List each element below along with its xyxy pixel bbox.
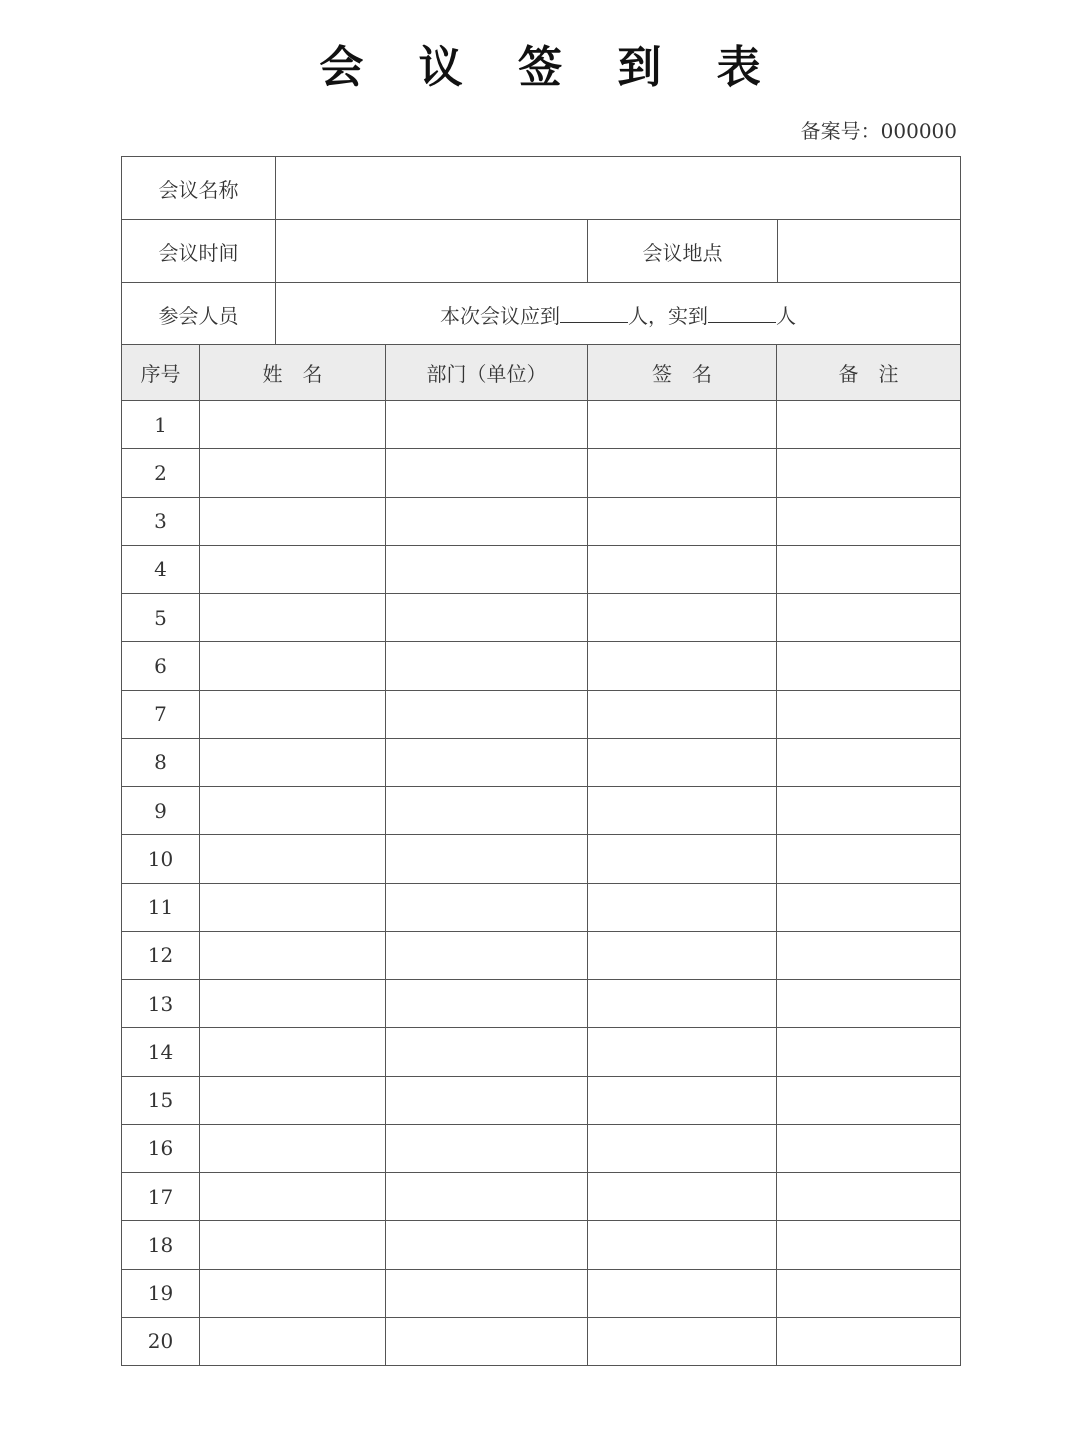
signature-cell[interactable] [588, 835, 777, 883]
remarks-cell[interactable] [777, 931, 961, 979]
remarks-cell[interactable] [777, 980, 961, 1028]
row-number: 3 [122, 497, 200, 545]
attendees-label: 参会人员 [122, 283, 276, 346]
department-cell[interactable] [386, 883, 588, 931]
attendees-row [122, 283, 961, 346]
signature-cell[interactable] [588, 642, 777, 690]
attendance-summary [276, 283, 961, 346]
name-cell[interactable] [200, 497, 386, 545]
table-row [122, 690, 961, 738]
table-row [122, 980, 961, 1028]
name-cell[interactable] [200, 1221, 386, 1269]
signature-cell[interactable] [588, 931, 777, 979]
department-cell[interactable] [386, 690, 588, 738]
header-name: 姓 名 [200, 345, 386, 401]
signature-cell[interactable] [588, 594, 777, 642]
name-cell[interactable] [200, 787, 386, 835]
name-cell[interactable] [200, 401, 386, 449]
actual-count-blank[interactable] [708, 304, 776, 323]
sign-in-table [121, 344, 961, 1366]
row-number: 1 [122, 401, 200, 449]
table-row [122, 1028, 961, 1076]
department-cell[interactable] [386, 594, 588, 642]
sign-in-header-row [122, 345, 961, 401]
signature-cell[interactable] [588, 545, 777, 593]
header-remarks: 备 注 [777, 345, 961, 401]
signature-cell[interactable] [588, 738, 777, 786]
table-row [122, 738, 961, 786]
signature-cell[interactable] [588, 883, 777, 931]
row-number: 6 [122, 642, 200, 690]
row-number: 17 [122, 1173, 200, 1221]
name-cell[interactable] [200, 690, 386, 738]
expected-count-blank[interactable] [560, 304, 628, 323]
meeting-name-label: 会议名称 [122, 157, 276, 220]
remarks-cell[interactable] [777, 1317, 961, 1365]
remarks-cell[interactable] [777, 401, 961, 449]
signature-cell[interactable] [588, 1124, 777, 1172]
signature-cell[interactable] [588, 449, 777, 497]
row-number: 12 [122, 931, 200, 979]
signature-cell[interactable] [588, 401, 777, 449]
department-cell[interactable] [386, 980, 588, 1028]
department-cell[interactable] [386, 835, 588, 883]
name-cell[interactable] [200, 931, 386, 979]
name-cell[interactable] [200, 883, 386, 931]
table-row [122, 497, 961, 545]
table-row [122, 642, 961, 690]
table-row [122, 787, 961, 835]
table-row [122, 401, 961, 449]
department-cell[interactable] [386, 1221, 588, 1269]
name-cell[interactable] [200, 1028, 386, 1076]
meeting-time-field[interactable] [276, 220, 588, 283]
name-cell[interactable] [200, 1317, 386, 1365]
department-cell[interactable] [386, 1028, 588, 1076]
name-cell[interactable] [200, 594, 386, 642]
remarks-cell[interactable] [777, 545, 961, 593]
name-cell[interactable] [200, 835, 386, 883]
meeting-location-field[interactable] [778, 220, 961, 283]
row-number: 4 [122, 545, 200, 593]
table-row [122, 835, 961, 883]
signature-cell[interactable] [588, 1221, 777, 1269]
table-row [122, 449, 961, 497]
department-cell[interactable] [386, 401, 588, 449]
signature-cell[interactable] [588, 980, 777, 1028]
department-cell[interactable] [386, 787, 588, 835]
meeting-name-row [122, 157, 961, 220]
remarks-cell[interactable] [777, 497, 961, 545]
row-number: 13 [122, 980, 200, 1028]
remarks-cell[interactable] [777, 594, 961, 642]
record-number-line [801, 116, 957, 146]
row-number: 19 [122, 1269, 200, 1317]
remarks-cell[interactable] [777, 1028, 961, 1076]
meeting-time-label: 会议时间 [122, 220, 276, 283]
table-row [122, 1076, 961, 1124]
name-cell[interactable] [200, 545, 386, 593]
name-cell[interactable] [200, 738, 386, 786]
row-number: 11 [122, 883, 200, 931]
department-cell[interactable] [386, 1076, 588, 1124]
table-row [122, 1269, 961, 1317]
row-number: 20 [122, 1317, 200, 1365]
header-department: 部门（单位） [386, 345, 588, 401]
table-row [122, 1221, 961, 1269]
table-row [122, 594, 961, 642]
signature-cell[interactable] [588, 1028, 777, 1076]
name-cell[interactable] [200, 980, 386, 1028]
row-number: 15 [122, 1076, 200, 1124]
attendance-text-unit: 人 [776, 303, 796, 328]
remarks-cell[interactable] [777, 738, 961, 786]
name-cell[interactable] [200, 642, 386, 690]
remarks-cell[interactable] [777, 835, 961, 883]
signature-cell[interactable] [588, 1269, 777, 1317]
table-row [122, 545, 961, 593]
name-cell[interactable] [200, 449, 386, 497]
signature-cell[interactable] [588, 690, 777, 738]
remarks-cell[interactable] [777, 1173, 961, 1221]
signature-cell[interactable] [588, 497, 777, 545]
row-number: 16 [122, 1124, 200, 1172]
department-cell[interactable] [386, 545, 588, 593]
remarks-cell[interactable] [777, 1076, 961, 1124]
row-number: 10 [122, 835, 200, 883]
department-cell[interactable] [386, 738, 588, 786]
attendance-text-actual: 人，实到 [628, 303, 708, 328]
row-number: 2 [122, 449, 200, 497]
remarks-cell[interactable] [777, 883, 961, 931]
row-number: 9 [122, 787, 200, 835]
department-cell[interactable] [386, 1317, 588, 1365]
table-row [122, 931, 961, 979]
meeting-time-row [122, 220, 961, 283]
signature-cell[interactable] [588, 787, 777, 835]
signature-cell[interactable] [588, 1076, 777, 1124]
remarks-cell[interactable] [777, 1124, 961, 1172]
department-cell[interactable] [386, 449, 588, 497]
remarks-cell[interactable] [777, 449, 961, 497]
department-cell[interactable] [386, 1124, 588, 1172]
table-row [122, 883, 961, 931]
page-title: 会 议 签 到 表 [319, 42, 781, 93]
meeting-name-field[interactable] [276, 157, 961, 220]
table-row [122, 1124, 961, 1172]
table-row [122, 1173, 961, 1221]
signature-cell[interactable] [588, 1317, 777, 1365]
remarks-cell[interactable] [777, 1269, 961, 1317]
name-cell[interactable] [200, 1173, 386, 1221]
department-cell[interactable] [386, 642, 588, 690]
row-number: 8 [122, 738, 200, 786]
record-number-label: 备案号： [800, 119, 881, 143]
row-number: 18 [122, 1221, 200, 1269]
remarks-cell[interactable] [777, 1221, 961, 1269]
name-cell[interactable] [200, 1269, 386, 1317]
meeting-location-label: 会议地点 [588, 220, 778, 283]
department-cell[interactable] [386, 1269, 588, 1317]
attendance-text-expected: 本次会议应到 [440, 303, 560, 328]
table-row [122, 1317, 961, 1365]
header-seq: 序号 [122, 345, 200, 401]
department-cell[interactable] [386, 931, 588, 979]
remarks-cell[interactable] [777, 787, 961, 835]
remarks-cell[interactable] [777, 690, 961, 738]
header-signature: 签 名 [588, 345, 777, 401]
row-number: 5 [122, 594, 200, 642]
meeting-info-table [121, 156, 961, 346]
signature-cell[interactable] [588, 1173, 777, 1221]
row-number: 7 [122, 690, 200, 738]
department-cell[interactable] [386, 1173, 588, 1221]
name-cell[interactable] [200, 1076, 386, 1124]
remarks-cell[interactable] [777, 642, 961, 690]
record-number-value[interactable]: 000000 [880, 119, 957, 143]
department-cell[interactable] [386, 497, 588, 545]
name-cell[interactable] [200, 1124, 386, 1172]
row-number: 14 [122, 1028, 200, 1076]
